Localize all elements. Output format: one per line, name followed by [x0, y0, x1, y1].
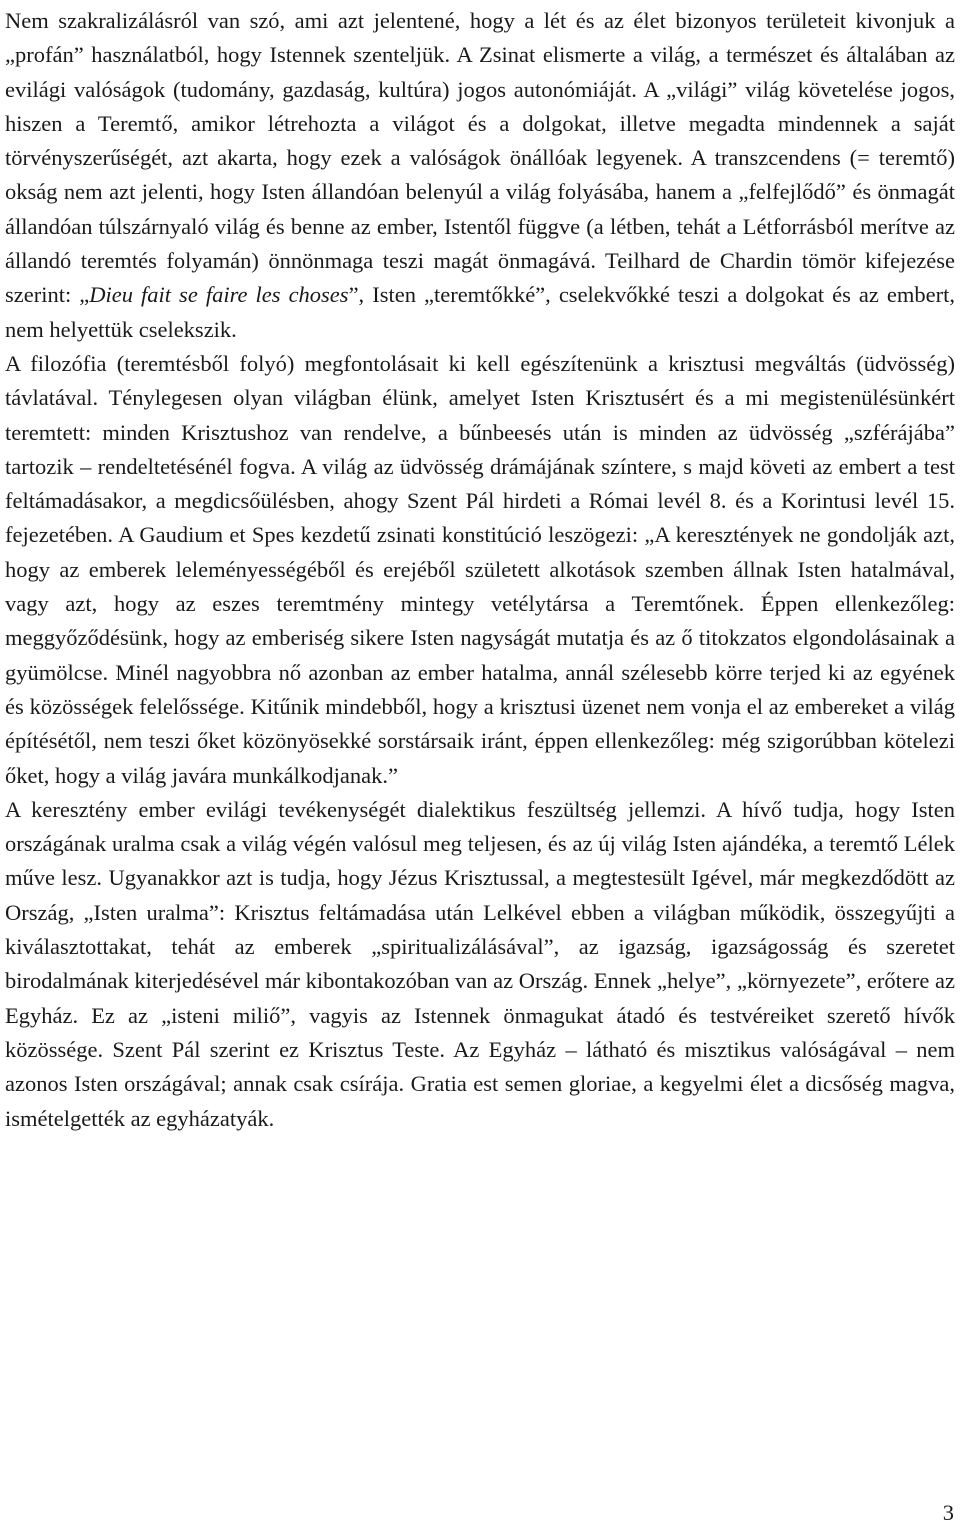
- quote-dieu-fait: Dieu fait se faire les choses: [89, 282, 349, 308]
- paragraph-3: A keresztény ember evilági tevékenységét dialektikus feszültség jellemzi. A hívő tudja, hogy Isten országának uralma csak a világ végén valósul meg teljesen, és az új világ Isten ajándéka, a teremtő Lélek műve lesz. Ugyanakkor azt is tudja, hogy Jézus Krisztussal, a megtestesült Igével, már megkezdődött az Ország, „Isten uralma”: Krisztus feltámadása után Lelkével ebben a világban működik, összegyűjti a kiválasztottakat, tehát az emberek „spiritualizálásával”, az igazság, igazságosság és szeretet birodalmának kiterjedésével már kibontakozóban van az Ország. Ennek „helye”, „környezete”, erőtere az Egyház. Ez az „isteni miliő”, vagyis az Istennek önmagukat átadó és testvéreiket szerető hívők közössége. Szent Pál szerint ez Krisztus Teste. Az Egyház – látható és misztikus valóságával – nem azonos Isten országával; annak csak csírája. Gratia est semen gloriae, a kegyelmi élet a dicsőség magva, ismételgették az egyházatyák.: [5, 796, 955, 1131]
- paragraph-1-text-a: Nem szakralizálásról van szó, ami azt jelentené, hogy a lét és az élet bizonyos területeit kivonjuk a „profán” használatból, hogy Istennek szenteljük. A Zsinat elismerte a világ, a természet és általában az evilági valóságok (tudomány, gazdaság, kultúra) jogos autonómiáját. A „világi” világ követelése jogos, hiszen a Teremtő, amikor létrehozta a világot és a dolgokat, illetve megadta mindennek a saját törvényszerűségét, azt akarta, hogy ezek a valóságok önállóak legyenek. A transzcendens (= teremtő) okság nem azt jelenti, hogy Isten állandóan belenyúl a világ folyásába, hanem a „felfejlődő” és önmagát állandóan túlszárnyaló világ és benne az ember, Istentől függve (a létben, tehát a Létforrásból merítve az állandó teremtés folyamán) önnönmaga teszi magát önmagává. Teilhard de Chardin tömör kifejezése szerint: „: [5, 8, 955, 308]
- paragraph-2: A filozófia (teremtésből folyó) megfontolásait ki kell egészítenünk a krisztusi megváltás (üdvösség) távlatával. Ténylegesen olyan világban élünk, amelyet Isten Krisztusért és a mi megistenülésünkért teremtett: minden Krisztushoz van rendelve, a bűnbeesés után is minden az üdvösség „szférájába” tartozik – rendeltetésénél fogva. A világ az üdvösség drámájának színtere, s majd követi az embert a test feltámadásakor, a megdicsőülésben, ahogy Szent Pál hirdeti a Római levél 8. és a Korintusi levél 15. fejezetében. A Gaudium et Spes kezdetű zsinati konstitúció leszögezi: „A keresztények ne gondolják azt, hogy az emberek leleményességéből és erejéből született alkotások szemben állnak Isten hatalmával, vagy azt, hogy az eszes teremtmény mintegy vetélytársa a Teremtőnek. Éppen ellenkezőleg: meggyőződésünk, hogy az emberiség sikere Isten nagyságát mutatja és az ő titokzatos elgondolásainak a gyümölcse. Minél nagyobbra nő azonban az ember hatalma, annál szélesebb körre terjed ki az egyének és közösségek felelőssége. Kitűnik mindebből, hogy a krisztusi üzenet nem vonja el az embereket a világ építésétől, nem teszi őket közönyösekké sorstársaik iránt, éppen ellenkezőleg: még szigorúbban kötelezi őket, hogy a világ javára munkálkodjanak.”: [5, 350, 955, 788]
- document-page: [5, 4, 955, 1136]
- page-number: 3: [942, 1500, 954, 1525]
- paragraph-1-text-b: ”, Isten „teremtőkké”, cselekvőkké teszi a dolgokat és az embert, nem helyettük cselekszik.: [5, 282, 956, 342]
- paragraph-1: [5, 4, 955, 347]
